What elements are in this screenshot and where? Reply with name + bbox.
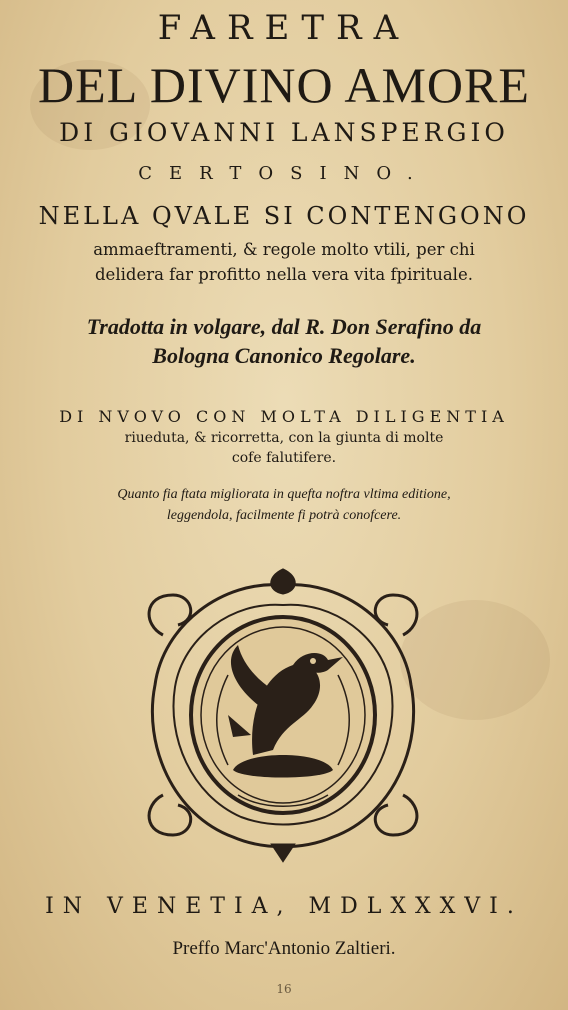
- imprint-place-date: IN VENETIA, MDLXXXVI.: [45, 894, 523, 919]
- subtitle-line-3: delidera far profitto nella vera vita fpirituale.: [95, 265, 473, 284]
- title-line-2: DEL DIVINO AMORE: [38, 57, 530, 113]
- translator-line-2: Bologna Canonico Regolare.: [152, 343, 416, 368]
- imprint-printer: Preffo Marc'Antonio Zaltieri.: [172, 938, 396, 959]
- title-line-4: CERTOSINO.: [138, 163, 430, 184]
- title-line-1: FARETRA: [157, 8, 411, 48]
- printers-device-emblem-icon: [133, 565, 433, 865]
- subtitle-line-1: NELLA QVALE SI CONTENGONO: [38, 202, 530, 230]
- note-line-2: leggendola, facilmente fi potrà conofcere.: [166, 508, 402, 523]
- translator-line-1: Tradotta in volgare, dal R. Don Serafino da: [86, 314, 482, 339]
- signature-mark: 16: [276, 982, 292, 996]
- title-line-3: DI GIOVANNI LANSPERGIO: [59, 118, 509, 147]
- subtitle-line-2: ammaeftramenti, & regole molto vtili, per chi: [93, 240, 475, 259]
- edition-line-2: riueduta, & ricorretta, con la giunta di molte: [124, 430, 444, 446]
- edition-line-3: cofe falutifere.: [231, 450, 337, 466]
- edition-line-1: DI NVOVO CON MOLTA DILIGENTIA: [59, 407, 509, 426]
- note-line-1: Quanto fia ftata migliorata in quefta noftra vltima editione,: [117, 487, 451, 502]
